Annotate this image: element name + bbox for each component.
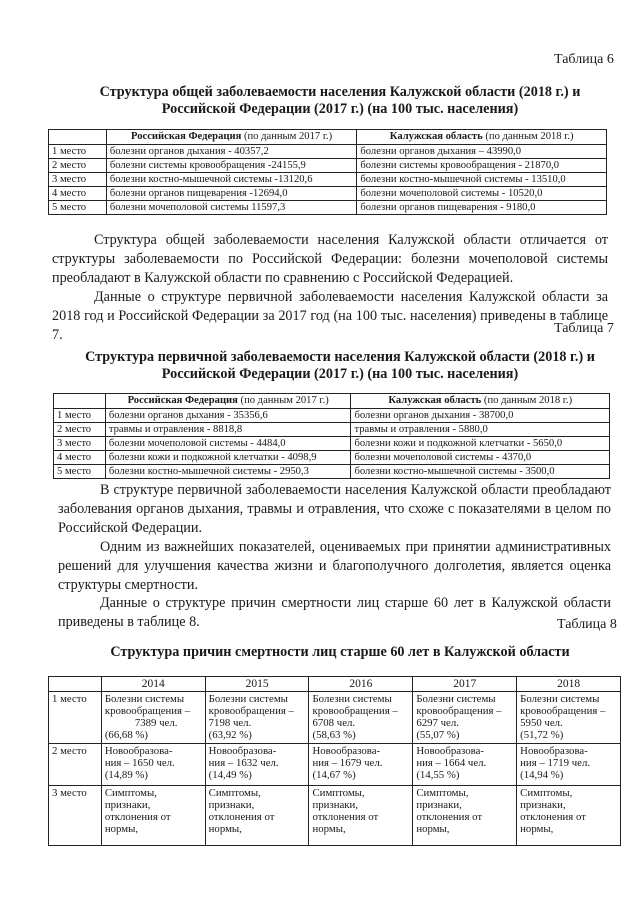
table8-cell: Симптомы, признаки, отклонения от нормы, <box>205 786 309 846</box>
table8-year: 2016 <box>309 677 413 692</box>
table-row <box>49 744 621 786</box>
table8-cell: Болезни системы кровообращения – 7198 чел. (63,92 %) <box>205 692 309 744</box>
table8-year: 2014 <box>101 677 205 692</box>
table8-year: 2015 <box>205 677 309 692</box>
table8-cell: Симптомы, признаки, отклонения от нормы, <box>413 786 517 846</box>
table8-cell: Новообразова- ния – 1632 чел. (14,49 %) <box>205 744 309 786</box>
table8-cell: Симптомы, признаки, отклонения от нормы, <box>101 786 205 846</box>
table7 <box>53 393 610 479</box>
table8-cell: Новообразова- ния – 1679 чел. (14,67 %) <box>309 744 413 786</box>
table-row: 1 место болезни органов дыхания - 40357,2 болезни органов дыхания – 43990,0 <box>49 145 607 159</box>
table8-cell: Новообразова- ния – 1650 чел. (14,89 %) <box>101 744 205 786</box>
table8-year: 2018 <box>517 677 621 692</box>
table8 <box>48 676 621 846</box>
table-row: 2 место болезни системы кровообращения -24155,9 болезни системы кровообращения - 21870,0 <box>49 159 607 173</box>
table7-title-line2: Российской Федерации (2017 г.) (на 100 тыс. населения) <box>161 366 519 382</box>
paragraph-5: Данные о структуре причин смертности лиц старше 60 лет в Калужской области приведены в таблице 8. <box>58 595 611 630</box>
table8-place: 1 место <box>49 692 102 744</box>
table8-cell: Болезни системы кровообращения – 6297 чел. (55,07 %) <box>413 692 517 744</box>
table6-title-line2: Российской Федерации (2017 г.) (на 100 тыс. населения) <box>161 101 519 117</box>
table-row: 4 место болезни кожи и подкожной клетчатки - 4098,9 болезни мочеполовой системы - 4370,0 <box>54 451 610 465</box>
table6-col-ko: Калужская область (по данным 2018 г.) <box>357 130 607 145</box>
table7-col-ko: Калужская область (по данным 2018 г.) <box>351 394 610 409</box>
table-row: 2 место травмы и отравления - 8818,8 травмы и отравления - 5880,0 <box>54 423 610 437</box>
table8-label: Таблица 8 <box>557 617 617 632</box>
table6-label: Таблица 6 <box>554 52 614 67</box>
table6-col-rf: Российская Федерация (по данным 2017 г.) <box>106 130 357 145</box>
table8-place: 2 место <box>49 744 102 786</box>
paragraph-1: Структура общей заболеваемости населения Калужской области отличается от структуры заболеваемости по Российской Федерации: болезни мочеполовой системы преобладают в Калужской области по сравнению с Российской Федерацией. <box>52 232 608 286</box>
table8-cell: Болезни системы кровообращения – 7389 чел. (66,68 %) <box>101 692 205 744</box>
table-row: 4 место болезни органов пищеварения -12694,0 болезни мочеполовой системы - 10520,0 <box>49 187 607 201</box>
table8-cell: Болезни системы кровообращения – 6708 чел. (58,63 %) <box>309 692 413 744</box>
table8-year: 2017 <box>413 677 517 692</box>
table-row <box>49 692 621 744</box>
table-row: 5 место болезни костно-мышечной системы - 2950,3 болезни костно-мышечной системы - 3500,0 <box>54 465 610 479</box>
table7-corner <box>54 394 106 409</box>
table-row: 1 место болезни органов дыхания - 35356,6 болезни органов дыхания - 38700,0 <box>54 409 610 423</box>
paragraph-3: В структуре первичной заболеваемости населения Калужской области преобладают заболевания органов дыхания, травмы и отравления, что схоже с показателями в целом по Российской Федерации. <box>58 482 611 536</box>
paragraph-4: Одним из важнейших показателей, оцениваемых при принятии административных решений для улучшения качества жизни и благополучного долголетия, является оценка структуры смертности. <box>58 539 611 593</box>
table8-cell: Симптомы, признаки, отклонения от нормы, <box>517 786 621 846</box>
table8-cell: Болезни системы кровообращения – 5950 чел. (51,72 %) <box>517 692 621 744</box>
table6 <box>48 129 607 215</box>
table8-place: 3 место <box>49 786 102 846</box>
table6-corner <box>49 130 107 145</box>
table8-corner <box>49 677 102 692</box>
table6-title-line1: Структура общей заболеваемости населения Калужской области (2018 г.) и <box>99 84 581 100</box>
paragraph-2: Данные о структуре первичной заболеваемости населения Калужской области за 2018 год и Российской Федерации за 2017 год (на 100 тыс. населения) приведены в таблице 7. <box>52 289 608 343</box>
table-row: 3 место болезни мочеполовой системы - 4484,0 болезни кожи и подкожной клетчатки - 5650,0 <box>54 437 610 451</box>
table7-title <box>60 349 620 383</box>
table-row: 3 место болезни костно-мышечной системы -13120,6 болезни костно-мышечной системы - 13510,0 <box>49 173 607 187</box>
table7-label: Таблица 7 <box>554 321 614 336</box>
table6-title <box>60 84 620 118</box>
table-row: 5 место болезни мочеполовой системы 11597,3 болезни органов пищеварения - 9180,0 <box>49 201 607 215</box>
table-row <box>49 786 621 846</box>
table7-title-line1: Структура первичной заболеваемости населения Калужской области (2018 г.) и <box>85 349 595 365</box>
table8-cell: Симптомы, признаки, отклонения от нормы, <box>309 786 413 846</box>
table8-cell: Новообразова- ния – 1719 чел. (14,94 %) <box>517 744 621 786</box>
table8-title: Структура причин смертности лиц старше 60 лет в Калужской области <box>110 644 570 660</box>
table7-col-rf: Российская Федерация (по данным 2017 г.) <box>105 394 351 409</box>
table8-cell: Новообразова- ния – 1664 чел. (14,55 %) <box>413 744 517 786</box>
